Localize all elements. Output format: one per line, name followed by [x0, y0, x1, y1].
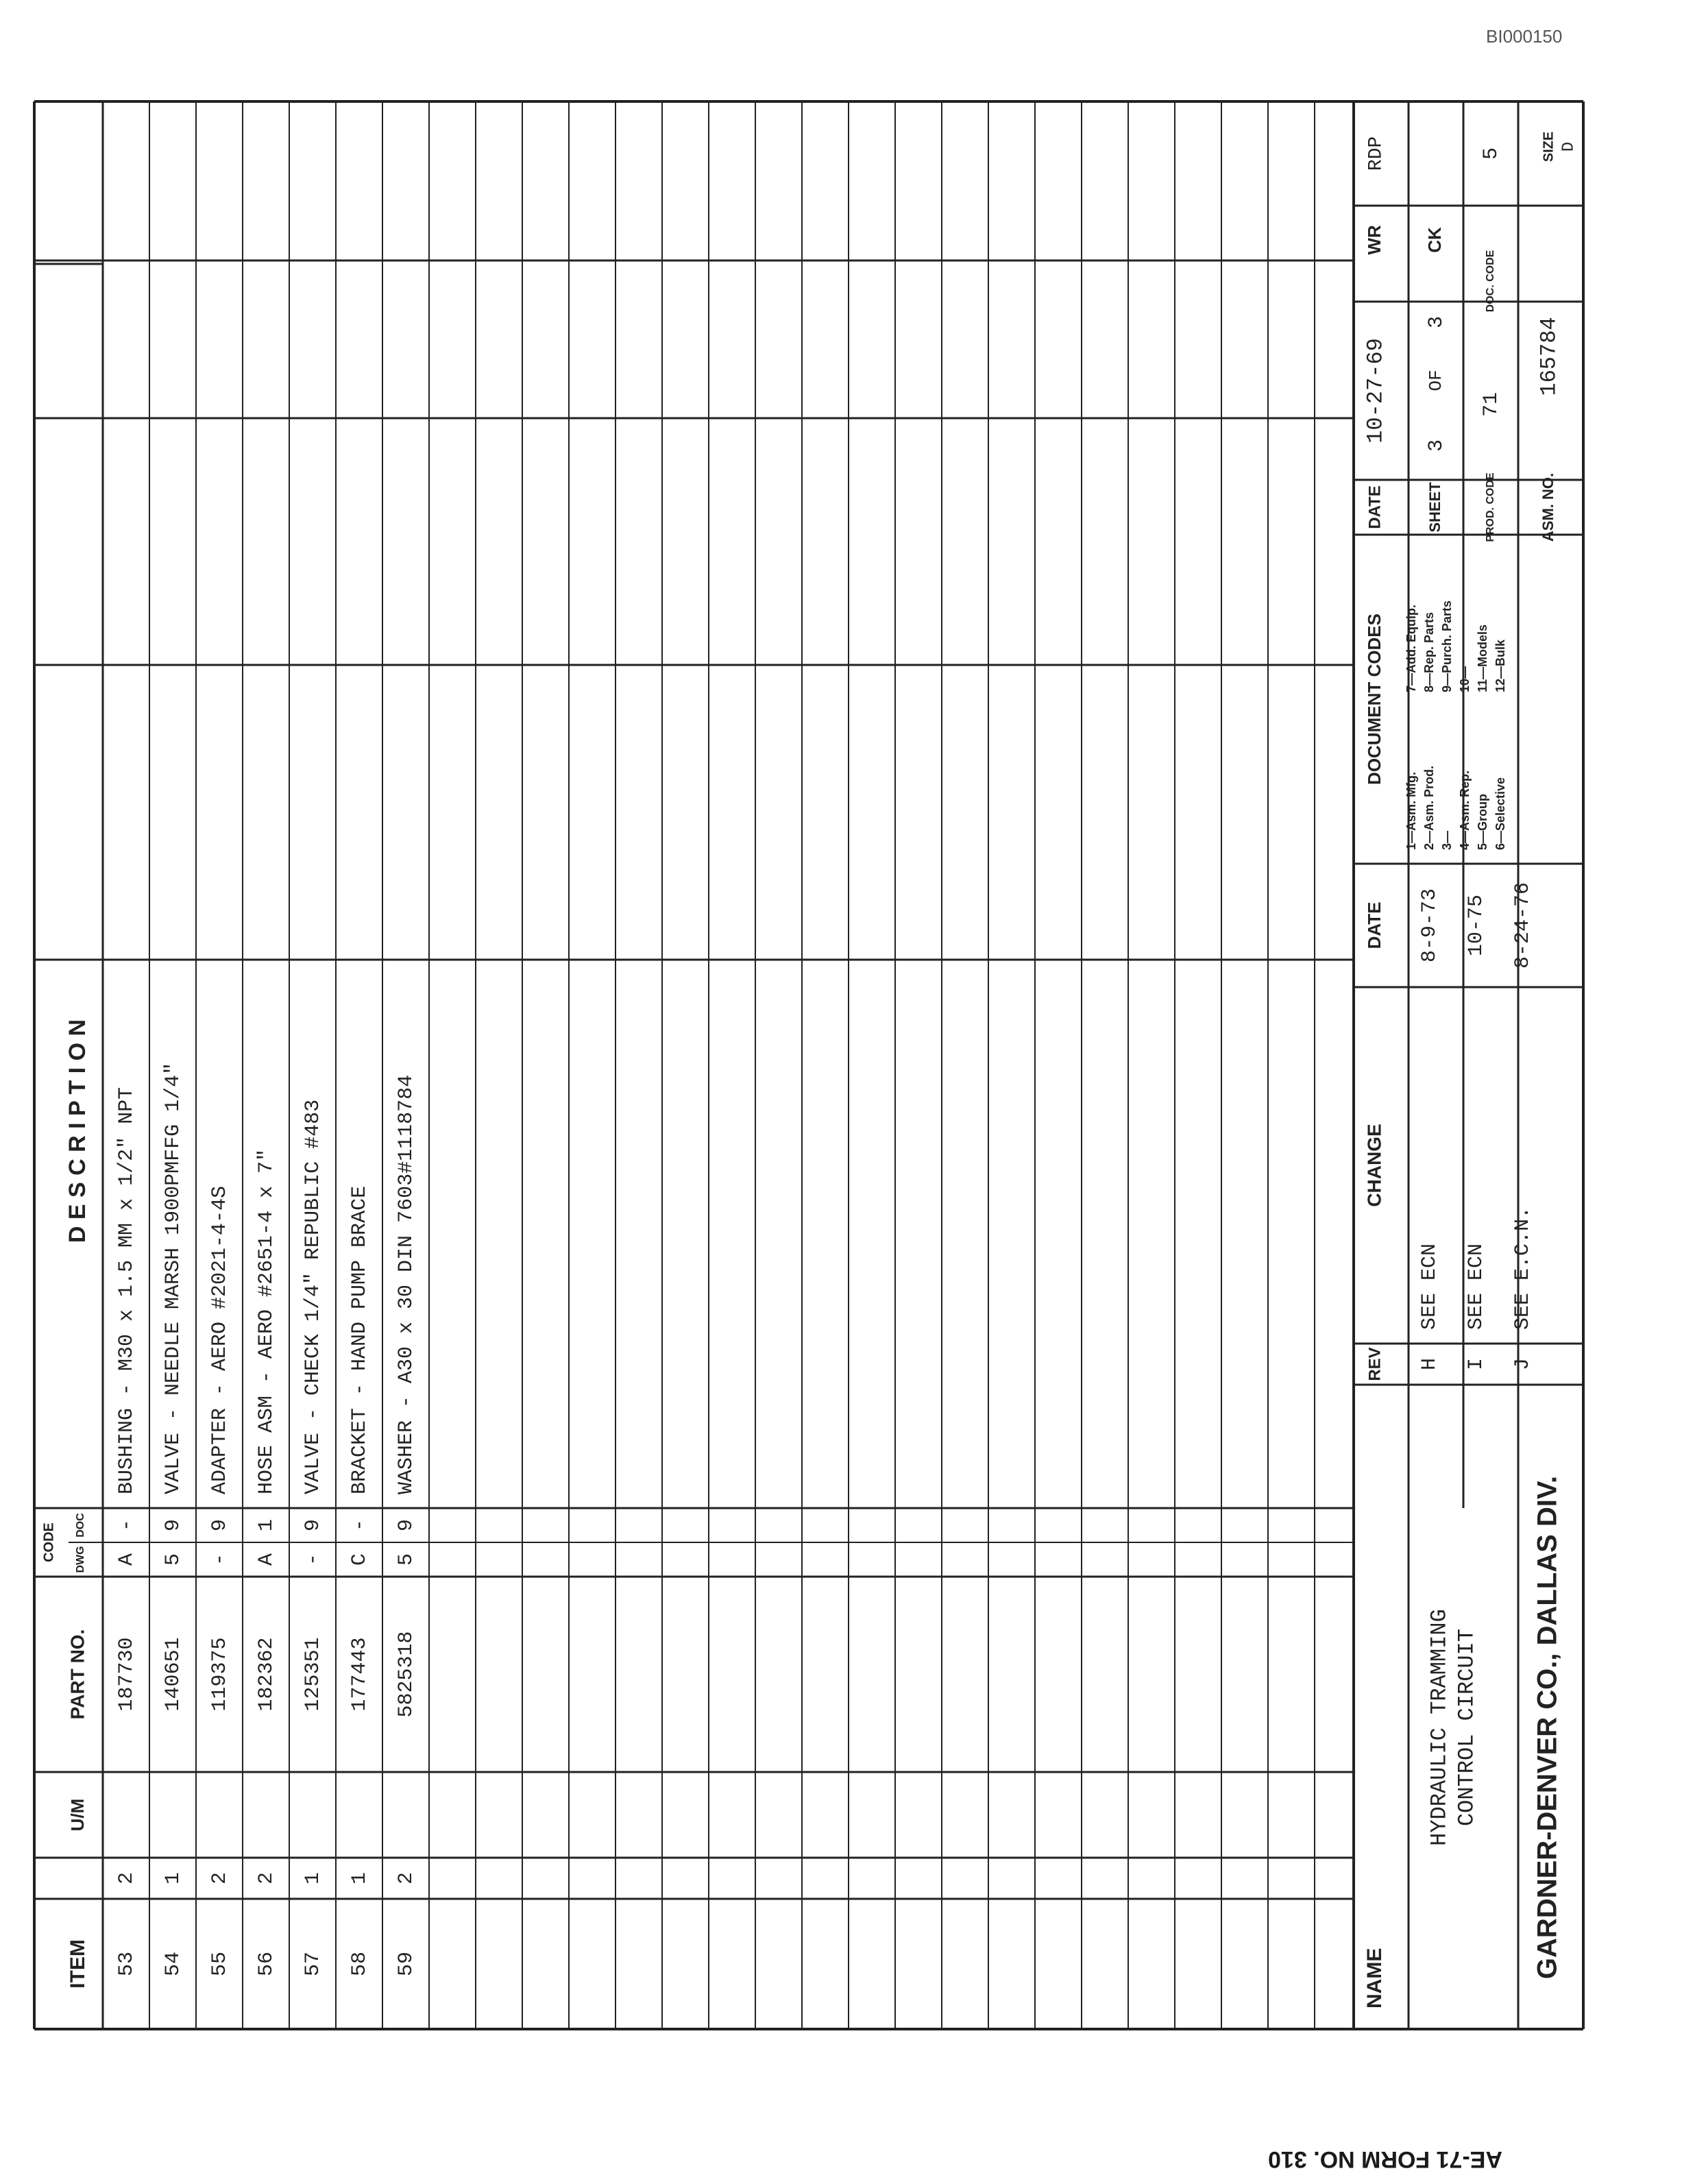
- doc-code-entry: 12—Bulk: [1493, 639, 1507, 692]
- asm-no-label: ASM. NO.: [1539, 472, 1557, 542]
- doc-code-entry: 10—: [1457, 666, 1472, 692]
- row-item: 55: [208, 1951, 232, 1977]
- doc-code-entry: 4—Asm. Rep.: [1457, 770, 1472, 850]
- revision-change: SEE ECN: [1417, 1243, 1441, 1330]
- row-dwg: 5: [161, 1553, 185, 1566]
- row-doc: 9: [301, 1518, 325, 1532]
- doc-code-entry: 3—: [1439, 830, 1454, 850]
- row-description: BUSHING - M30 x 1.5 MM x 1/2" NPT: [114, 1087, 138, 1494]
- prod-code-label: PROD. CODE: [1485, 472, 1497, 542]
- header-part-no: PART NO.: [66, 1629, 88, 1720]
- row-item: 57: [301, 1951, 325, 1977]
- doc-code-entry: 5—Group: [1475, 793, 1489, 850]
- name-line-2: CONTROL CIRCUIT: [1454, 1628, 1480, 1827]
- doc-code-label: DOC. CODE: [1485, 250, 1497, 313]
- doc-code-entry: 1—Asm. Mfg.: [1404, 771, 1418, 850]
- revision-letter: H: [1417, 1357, 1441, 1371]
- sheet-value: 3: [1424, 439, 1448, 452]
- row-part-no: 182362: [254, 1637, 278, 1712]
- row-dwg: C: [348, 1553, 371, 1566]
- row-part-no: 5825318: [394, 1631, 418, 1718]
- row-part-no: 119375: [208, 1637, 232, 1712]
- row-dwg: -: [208, 1553, 232, 1566]
- date-value: 10-27-69: [1363, 338, 1389, 444]
- row-part-no: 187730: [114, 1637, 138, 1712]
- row-item: 58: [348, 1951, 371, 1977]
- doc-code-entry: 8—Rep. Parts: [1422, 611, 1436, 692]
- doc-code-entry: 11—Models: [1475, 624, 1489, 692]
- sheet-label: SHEET: [1426, 482, 1443, 533]
- change-header: CHANGE: [1363, 1124, 1385, 1207]
- revision-letter: J: [1511, 1357, 1535, 1371]
- doc-code-entry: 6—Selective: [1493, 777, 1507, 850]
- doc-code-entry: 9—Purch. Parts: [1439, 600, 1454, 692]
- ck-label: CK: [1424, 227, 1445, 253]
- revision-change: SEE E.C.N.: [1511, 1206, 1535, 1330]
- row-dwg: A: [254, 1553, 278, 1566]
- company-name: GARDNER-DENVER CO., DALLAS DIV.: [1532, 1475, 1563, 1980]
- document-id: BI000150: [1486, 26, 1563, 47]
- row-qty: 1: [161, 1871, 185, 1885]
- doc-code-entry: 7—Add. Equip.: [1404, 605, 1418, 692]
- row-item: 53: [114, 1951, 138, 1977]
- row-description: VALVE - CHECK 1/4" REPUBLIC #483: [301, 1099, 325, 1494]
- row-qty: 1: [348, 1871, 371, 1885]
- row-description: WASHER - A30 x 30 DIN 7603#1118784: [394, 1074, 418, 1494]
- row-item: 59: [394, 1951, 418, 1977]
- wr-label: WR: [1363, 225, 1385, 255]
- header-um: U/M: [66, 1798, 88, 1832]
- revision-date: 8-9-73: [1417, 888, 1441, 963]
- date-label: DATE: [1365, 485, 1385, 529]
- prod-code-value: 71: [1479, 391, 1503, 417]
- rev-header: REV: [1365, 1347, 1385, 1381]
- doc-code-entry: 2—Asm. Prod.: [1422, 765, 1436, 850]
- header-item: ITEM: [66, 1939, 89, 1989]
- row-doc: -: [114, 1518, 138, 1532]
- table-text: [41, 132, 1578, 2009]
- name-line-1: HYDRAULIC TRAMMING: [1426, 1609, 1452, 1846]
- header-description: D E S C R I P T I O N: [64, 1019, 90, 1243]
- table-grid: [34, 101, 1583, 2029]
- row-doc: 9: [161, 1518, 185, 1532]
- row-doc: -: [348, 1518, 371, 1532]
- row-part-no: 177443: [348, 1637, 371, 1712]
- row-qty: 2: [394, 1871, 418, 1885]
- row-description: HOSE ASM - AERO #2651-4 x 7": [254, 1148, 278, 1494]
- size-label: SIZE: [1541, 131, 1557, 162]
- form-number: AE-71 FORM NO. 310: [1268, 2146, 1502, 2172]
- row-description: VALVE - NEEDLE MARSH 1900PMFFG 1/4": [161, 1062, 185, 1494]
- row-qty: 2: [254, 1871, 278, 1885]
- header-dwg: DWG: [75, 1546, 87, 1573]
- revision-date: 10-75: [1464, 894, 1488, 957]
- row-qty: 1: [301, 1871, 325, 1885]
- row-dwg: 5: [394, 1553, 418, 1566]
- row-dwg: -: [301, 1553, 325, 1566]
- header-doc: DOC: [75, 1513, 87, 1538]
- row-doc: 9: [394, 1518, 418, 1532]
- row-description: BRACKET - HAND PUMP BRACE: [348, 1185, 371, 1494]
- revision-date: 8-24-76: [1511, 882, 1535, 969]
- row-qty: 2: [114, 1871, 138, 1885]
- row-part-no: 125351: [301, 1637, 325, 1712]
- name-label: NAME: [1363, 1948, 1386, 2009]
- row-part-no: 140651: [161, 1637, 185, 1712]
- row-doc: 9: [208, 1518, 232, 1532]
- of-label: OF: [1425, 369, 1446, 391]
- row-dwg: A: [114, 1553, 138, 1566]
- revision-letter: I: [1464, 1357, 1488, 1371]
- size-value: D: [1559, 141, 1579, 152]
- doc-code-value: 5: [1479, 147, 1503, 160]
- wr-value: RDP: [1365, 136, 1387, 171]
- doc-codes-header: DOCUMENT CODES: [1363, 614, 1385, 785]
- row-item: 56: [254, 1951, 278, 1977]
- row-qty: 2: [208, 1871, 232, 1885]
- row-doc: 1: [254, 1518, 278, 1532]
- of-value: 3: [1424, 315, 1448, 329]
- date-header: DATE: [1363, 901, 1385, 949]
- row-item: 54: [161, 1951, 185, 1977]
- revision-change: SEE ECN: [1464, 1243, 1488, 1330]
- row-description: ADAPTER - AERO #2021-4-4S: [208, 1185, 232, 1494]
- header-code: CODE: [41, 1522, 57, 1562]
- asm-no-value: 165784: [1536, 317, 1562, 396]
